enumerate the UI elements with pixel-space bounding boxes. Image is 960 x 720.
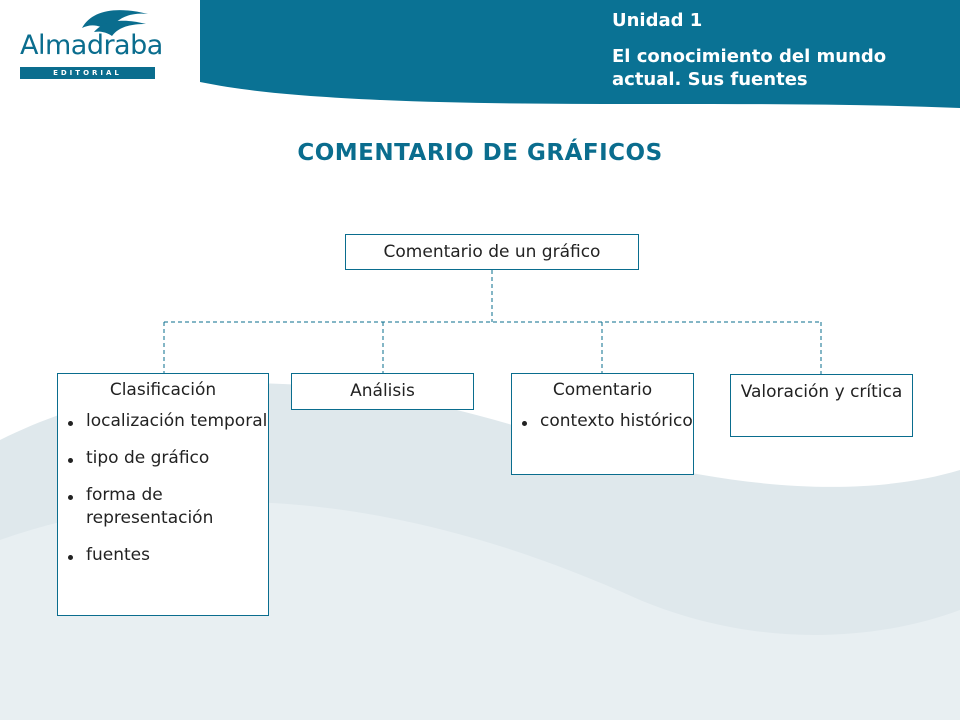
diagram-node-clasificacion xyxy=(57,373,269,616)
list-item: localización temporal xyxy=(86,411,268,431)
list-item: contexto histórico xyxy=(540,411,693,431)
root-node-label: Comentario de un gráfico xyxy=(383,242,601,262)
list-item: fuentes xyxy=(86,544,268,567)
node-title: Comentario xyxy=(552,380,653,400)
list-item: forma de representación xyxy=(86,484,268,530)
unit-subtitle: El conocimiento del mundo actual. Sus fuentes xyxy=(612,46,887,90)
logo-name: Almadraba xyxy=(20,30,163,61)
connector-lines xyxy=(164,270,821,374)
logo-subtext: EDITORIAL xyxy=(20,67,155,79)
node-item-list xyxy=(58,410,268,567)
diagram-node-valoracion xyxy=(730,374,913,437)
publisher-logo xyxy=(20,6,163,77)
diagram-root-node xyxy=(345,234,639,270)
node-title: Análisis xyxy=(350,381,415,401)
node-title: Valoración y crítica xyxy=(740,382,903,402)
node-item-list xyxy=(512,410,693,433)
diagram-node-comentario xyxy=(511,373,694,475)
node-title: Clasificación xyxy=(109,380,217,400)
page-title: COMENTARIO DE GRÁFICOS xyxy=(297,140,663,166)
list-item: tipo de gráfico xyxy=(86,447,268,470)
diagram-node-analisis xyxy=(291,373,474,410)
unit-title: Unidad 1 xyxy=(612,10,703,31)
unit-header xyxy=(612,10,952,91)
